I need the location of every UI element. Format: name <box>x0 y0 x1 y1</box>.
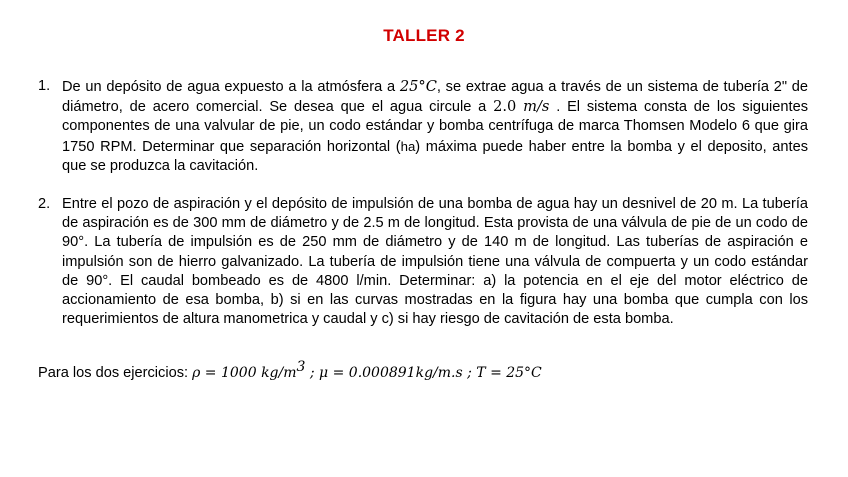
exercise-text: . El sistema consta de los siguientes componentes de una valvular de pie, un codo estándar y bomba centrífuga de marca Thomsen Modelo 6 que gira 1750 RPM. Determinar que separación horizontal ( <box>62 99 808 155</box>
exercise-2 <box>38 195 808 329</box>
common-data-line <box>38 359 818 383</box>
velocity-unit: m/s <box>523 98 550 116</box>
density-exponent: 3 <box>296 359 306 375</box>
footer-label: Para los dos ejercicios: <box>38 365 193 381</box>
exercise-text: Entre el pozo de aspiración y el depósito de impulsión de una bomba de agua hay un desnivel de 20 m. La tubería de aspiración es de 300 mm de diámetro y de 2.5 m de longitud. Esta provista de una válvula de pie de un codo de 90°. La tubería de impulsión es de 250 mm de diámetro y de 140 m de longitud. Las tuberías de aspiración e impulsión son de hierro galvanizado. La tubería de impulsión tiene una válvula de compuerta y un codo estándar de 90°. El caudal bombeado es de 4800 l/min. Determinar: a) la potencia en el eje del motor eléctrico de accionamiento de esa bomba, b) si en las curvas mostradas en la figura hay una bomba que cumpla con los requerimientos de altura manometrica y caudal y c) si hay riesgo de cavitación de esta bomba. <box>62 196 808 328</box>
exercise-number: 1. <box>38 78 51 94</box>
density-equation: ρ = 1000 kg/m <box>192 365 297 381</box>
document-title: TALLER 2 <box>383 26 465 45</box>
exercise-number: 2. <box>38 196 51 213</box>
velocity-value: 2.0 <box>493 98 517 116</box>
viscosity-temperature-equation: ; μ = 0.000891kg/m.s ; T = 25°C <box>305 365 542 381</box>
temperature-value: 25°C <box>399 78 437 95</box>
exercise-1 <box>38 77 808 176</box>
exercise-text: De un depósito de agua expuesto a la atmósfera a <box>62 79 400 95</box>
exercise-text: , se extrae agua a través de un sistema de tubería 2" de diámetro, de acero comercial. Se desea que el agua circule a <box>62 79 808 116</box>
ha-symbol: ha <box>400 138 416 154</box>
exercise-text: ) máxima puede haber entre la bomba y el deposito, antes que se produzca la cavitación. <box>62 138 808 174</box>
exercise-list <box>38 77 808 329</box>
